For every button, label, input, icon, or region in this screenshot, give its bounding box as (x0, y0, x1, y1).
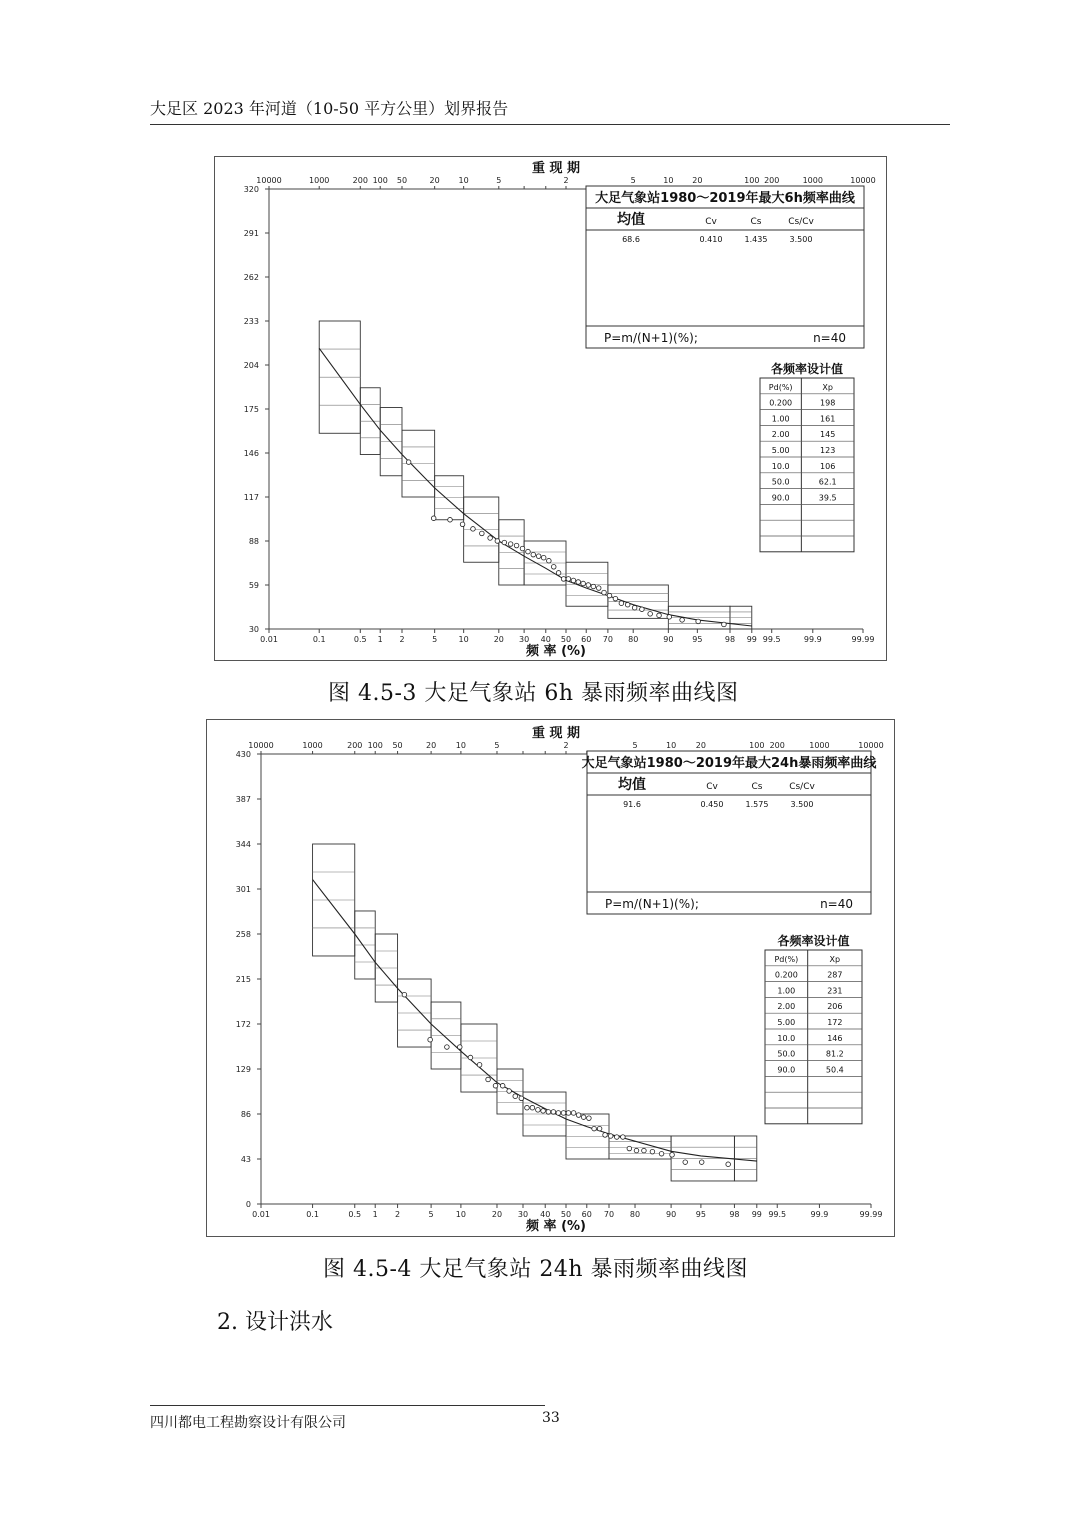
observed-point (640, 607, 645, 612)
design-cell-xp: 146 (827, 1033, 843, 1043)
design-cell-pd: 5.00 (771, 446, 790, 455)
stats-value: 91.6 (623, 800, 641, 809)
return-period-tick-label: 200 (352, 176, 368, 185)
observed-point (486, 1077, 491, 1082)
observed-point (402, 992, 407, 997)
x-tick-label: 0.1 (312, 635, 326, 644)
frequency-chart-24h-svg (207, 720, 894, 1236)
x-tick-label: 0.5 (353, 635, 367, 644)
observed-point (507, 1089, 512, 1094)
observed-point (448, 517, 453, 522)
x-axis-title: 频 率 (%) (526, 644, 586, 659)
y-tick-label: 344 (235, 840, 251, 849)
observed-point (576, 1113, 581, 1118)
observed-point (541, 555, 546, 560)
x-tick-label: 0.1 (306, 1210, 319, 1219)
stats-value: 68.6 (622, 235, 640, 244)
x-tick-label: 99 (751, 1210, 762, 1219)
return-period-tick-label: 10 (455, 741, 466, 750)
design-cell-xp: 106 (820, 461, 836, 471)
y-tick-label: 30 (248, 625, 259, 634)
x-tick-label: 1 (372, 1210, 378, 1219)
stats-formula: P=m/(N+1)(%); (604, 331, 698, 345)
footer-rule (150, 1405, 545, 1406)
observed-point (541, 1109, 546, 1114)
return-period-tick-label: 20 (695, 741, 706, 750)
design-cell-pd: 10.0 (777, 1033, 796, 1043)
observed-point (581, 1115, 586, 1120)
observed-point (621, 1135, 626, 1140)
section-heading: 2. 设计洪水 (217, 1310, 333, 1335)
observed-point (561, 577, 566, 582)
frequency-curve (319, 348, 752, 626)
observed-point (607, 593, 612, 598)
x-tick-label: 30 (519, 635, 530, 644)
design-cell-xp: 231 (827, 986, 843, 996)
page-number: 33 (542, 1410, 560, 1426)
observed-point (648, 612, 653, 617)
design-cell-xp: 145 (820, 430, 836, 440)
y-tick-label: 59 (248, 581, 259, 590)
header-rule (150, 124, 950, 125)
x-tick-label: 99.9 (810, 1210, 829, 1219)
design-cell-pd: 10.0 (771, 461, 790, 471)
x-tick-label: 95 (695, 1210, 706, 1219)
y-tick-label: 204 (243, 361, 259, 370)
y-tick-label: 117 (243, 493, 259, 502)
observed-point (551, 1110, 556, 1115)
observed-point (699, 1160, 704, 1165)
x-tick-label: 10 (458, 635, 469, 644)
observed-point (556, 571, 561, 576)
frequency-curve (313, 880, 757, 1162)
observed-point (634, 1148, 639, 1153)
observed-point (406, 460, 411, 465)
observed-point (608, 1134, 613, 1139)
x-tick-label: 0.01 (260, 635, 278, 644)
return-period-tick-label: 200 (764, 176, 780, 185)
y-tick-label: 301 (235, 885, 251, 894)
observed-point (726, 1162, 731, 1167)
design-cell-pd: 90.0 (771, 493, 790, 503)
stats-header: Cs (750, 217, 762, 227)
return-period-tick-label: 10000 (858, 741, 884, 750)
observed-point (431, 516, 436, 521)
observed-point (546, 1110, 551, 1115)
design-cell-xp: 123 (820, 446, 836, 455)
x-tick-label: 70 (602, 635, 613, 644)
y-tick-label: 320 (243, 185, 259, 194)
observed-point (722, 622, 727, 627)
observed-point (591, 584, 596, 589)
x-tick-label: 99.9 (803, 635, 822, 644)
x-tick-label: 99.5 (762, 635, 781, 644)
figure-caption-24h: 图 4.5-4 大足气象站 24h 暴雨频率曲线图 (323, 1257, 749, 1282)
x-tick-label: 90 (666, 1210, 677, 1219)
observed-point (603, 1133, 608, 1138)
design-cell-pd: 90.0 (777, 1065, 796, 1075)
observed-point (500, 1083, 505, 1088)
return-period-tick-label: 2 (563, 741, 569, 750)
y-tick-label: 175 (243, 405, 259, 414)
design-cell-pd: 2.00 (777, 1002, 796, 1012)
observed-point (477, 1063, 482, 1068)
stats-box (586, 186, 864, 348)
x-tick-label: 80 (628, 635, 639, 644)
observed-point (536, 1108, 541, 1113)
return-period-tick-label: 1000 (309, 176, 330, 185)
observed-point (508, 542, 513, 547)
design-cell-xp: 161 (820, 414, 836, 424)
stats-value: 3.500 (789, 235, 813, 244)
observed-point (566, 577, 571, 582)
return-period-tick-label: 5 (494, 741, 500, 750)
x-tick-label: 20 (493, 635, 504, 644)
return-period-tick-label: 1000 (809, 741, 830, 750)
x-tick-label: 70 (603, 1210, 615, 1219)
observed-point (614, 1135, 619, 1140)
observed-point (602, 590, 607, 595)
x-tick-label: 20 (491, 1210, 503, 1219)
observed-point (551, 564, 556, 569)
observed-point (480, 531, 485, 536)
x-tick-label: 2 (399, 635, 405, 644)
observed-point (683, 1160, 688, 1165)
observed-point (520, 546, 525, 551)
observed-point (428, 1037, 433, 1042)
design-cell-xp: 62.1 (818, 477, 837, 487)
frequency-chart-6h (214, 156, 887, 661)
x-tick-label: 2 (395, 1210, 401, 1219)
stats-n: n=40 (813, 331, 846, 345)
design-table-title: 各频率设计值 (777, 934, 850, 948)
design-cell-xp: 50.4 (825, 1065, 844, 1075)
y-tick-label: 88 (248, 537, 259, 546)
observed-point (576, 580, 581, 585)
return-period-tick-label: 20 (429, 176, 440, 185)
x-axis-title: 频 率 (%) (526, 1219, 586, 1234)
observed-point (642, 1148, 647, 1153)
top-axis-title: 重 现 期 (531, 161, 581, 176)
design-cell-pd: 1.00 (771, 414, 790, 424)
observed-point (571, 1111, 576, 1116)
design-cell-pd: 5.00 (777, 1018, 796, 1027)
design-cell-xp: 81.2 (825, 1049, 844, 1059)
stats-header: Cv (706, 782, 718, 792)
observed-point (586, 583, 591, 588)
observed-point (667, 615, 672, 620)
y-tick-label: 86 (240, 1110, 251, 1119)
observed-point (597, 1126, 602, 1131)
y-tick-label: 172 (235, 1020, 251, 1029)
observed-point (445, 1045, 450, 1050)
design-cell-pd: 1.00 (777, 986, 796, 996)
observed-point (680, 618, 685, 623)
x-tick-label: 99 (746, 635, 757, 644)
stats-formula: P=m/(N+1)(%); (605, 897, 699, 911)
stats-header: Cs/Cv (788, 217, 814, 227)
return-period-tick-label: 10000 (256, 176, 282, 185)
design-cell-pd: 2.00 (771, 430, 790, 440)
x-tick-label: 1 (377, 635, 383, 644)
x-tick-label: 0.01 (252, 1210, 270, 1219)
observed-point (587, 1116, 592, 1121)
design-cell-xp: 172 (827, 1018, 843, 1027)
frequency-chart-6h-svg (215, 157, 886, 660)
return-period-tick-label: 20 (426, 741, 437, 750)
stats-value: 1.435 (744, 235, 768, 244)
x-tick-label: 98 (729, 1210, 740, 1219)
figure-caption-6h: 图 4.5-3 大足气象站 6h 暴雨频率曲线图 (328, 681, 739, 706)
observed-point (650, 1149, 655, 1154)
design-header-pd: Pd(%) (774, 954, 799, 964)
observed-point (619, 601, 624, 606)
stats-n: n=40 (820, 897, 853, 911)
observed-point (596, 586, 601, 591)
design-header-xp: Xp (829, 954, 841, 964)
x-tick-label: 30 (517, 1210, 529, 1219)
observed-point (613, 596, 618, 601)
y-tick-label: 258 (235, 930, 251, 939)
stats-header: Cs (751, 782, 763, 792)
observed-point (632, 605, 637, 610)
stats-title: 大足气象站1980～2019年最大24h暴雨频率曲线 (581, 756, 877, 771)
y-tick-label: 262 (243, 273, 259, 282)
y-tick-label: 215 (235, 975, 251, 984)
observed-point (566, 1111, 571, 1116)
design-cell-xp: 198 (820, 398, 836, 408)
design-cell-pd: 50.0 (777, 1049, 796, 1059)
design-cell-xp: 287 (827, 970, 843, 980)
top-axis-title: 重 现 期 (531, 726, 581, 741)
return-period-tick-label: 50 (396, 176, 408, 185)
x-tick-label: 5 (432, 635, 438, 644)
stats-box (587, 751, 871, 914)
observed-point (457, 1045, 462, 1050)
x-tick-label: 40 (540, 1210, 551, 1219)
return-period-tick-label: 5 (496, 176, 502, 185)
return-period-tick-label: 50 (392, 741, 403, 750)
observed-point (519, 1096, 524, 1101)
observed-point (696, 619, 701, 624)
observed-point (493, 1083, 498, 1088)
return-period-tick-label: 1000 (802, 176, 823, 185)
observed-point (495, 539, 500, 544)
y-tick-label: 129 (235, 1065, 251, 1074)
y-tick-label: 43 (240, 1155, 251, 1164)
stats-header: Cv (705, 217, 717, 227)
return-period-tick-label: 10000 (850, 176, 876, 185)
x-tick-label: 95 (692, 635, 703, 644)
observed-point (625, 602, 630, 607)
observed-point (592, 1126, 597, 1131)
observed-point (571, 578, 576, 583)
stats-header: 均值 (618, 777, 646, 793)
observed-point (460, 522, 465, 527)
x-tick-label: 0.5 (348, 1210, 362, 1219)
x-tick-label: 60 (581, 1210, 592, 1219)
return-period-tick-label: 5 (632, 741, 638, 750)
stats-value: 1.575 (745, 800, 769, 809)
return-period-tick-label: 1000 (302, 741, 323, 750)
frequency-chart-24h (206, 719, 895, 1237)
y-tick-label: 146 (243, 449, 259, 458)
x-tick-label: 5 (428, 1210, 434, 1219)
observed-point (525, 1105, 530, 1110)
return-period-tick-label: 100 (367, 741, 383, 750)
observed-point (502, 540, 507, 545)
x-tick-label: 50 (560, 635, 572, 644)
return-period-tick-label: 100 (744, 176, 760, 185)
design-cell-xp: 39.5 (818, 493, 837, 503)
observed-point (531, 552, 536, 557)
observed-point (670, 1153, 675, 1158)
y-tick-label: 0 (245, 1200, 251, 1209)
design-cell-pd: 0.200 (774, 970, 798, 980)
stats-value: 0.410 (699, 235, 723, 244)
x-tick-label: 50 (560, 1210, 572, 1219)
x-tick-label: 10 (455, 1210, 466, 1219)
design-header-pd: Pd(%) (768, 382, 793, 392)
return-period-tick-label: 200 (769, 741, 785, 750)
design-cell-pd: 50.0 (771, 477, 790, 487)
return-period-tick-label: 10000 (248, 741, 274, 750)
observed-point (526, 549, 531, 554)
return-period-tick-label: 100 (749, 741, 765, 750)
y-tick-label: 430 (235, 750, 251, 759)
design-table-title: 各频率设计值 (770, 362, 844, 376)
x-tick-label: 40 (540, 635, 551, 644)
observed-point (547, 558, 552, 563)
stats-title: 大足气象站1980～2019年最大6h频率曲线 (595, 191, 855, 206)
observed-point (530, 1105, 535, 1110)
y-tick-label: 233 (243, 317, 259, 326)
design-header-xp: Xp (822, 382, 833, 392)
footer-company: 四川都电工程勘察设计有限公司 (150, 1415, 346, 1431)
x-tick-label: 60 (581, 635, 592, 644)
return-period-tick-label: 2 (563, 176, 569, 185)
observed-point (581, 581, 586, 586)
return-period-tick-label: 10 (666, 741, 677, 750)
return-period-tick-label: 200 (347, 741, 363, 750)
observed-point (536, 554, 541, 559)
return-period-tick-label: 20 (692, 176, 703, 185)
return-period-tick-label: 100 (372, 176, 388, 185)
x-tick-label: 99.99 (859, 1210, 883, 1219)
observed-point (657, 613, 662, 618)
return-period-tick-label: 5 (630, 176, 636, 185)
design-cell-xp: 206 (827, 1002, 843, 1012)
design-cell-pd: 0.200 (769, 398, 793, 408)
x-tick-label: 99.99 (851, 635, 875, 644)
return-period-tick-label: 10 (663, 176, 674, 185)
header-title: 大足区 2023 年河道（10-50 平方公里）划界报告 (150, 99, 509, 118)
observed-point (627, 1146, 632, 1151)
observed-point (488, 536, 493, 541)
stats-header: Cs/Cv (789, 782, 815, 792)
y-tick-label: 387 (235, 795, 251, 804)
x-tick-label: 90 (663, 635, 674, 644)
x-tick-label: 98 (724, 635, 736, 644)
return-period-tick-label: 10 (458, 176, 469, 185)
x-tick-label: 99.5 (768, 1210, 787, 1219)
observed-point (513, 1094, 518, 1099)
observed-point (659, 1151, 664, 1156)
observed-point (471, 527, 476, 532)
x-tick-label: 80 (629, 1210, 641, 1219)
stats-header: 均值 (617, 212, 645, 228)
stats-value: 0.450 (700, 800, 724, 809)
stats-value: 3.500 (790, 800, 814, 809)
observed-point (514, 543, 519, 548)
y-tick-label: 291 (243, 229, 259, 238)
observed-point (561, 1111, 566, 1116)
observed-point (556, 1111, 561, 1116)
observed-point (468, 1055, 473, 1060)
